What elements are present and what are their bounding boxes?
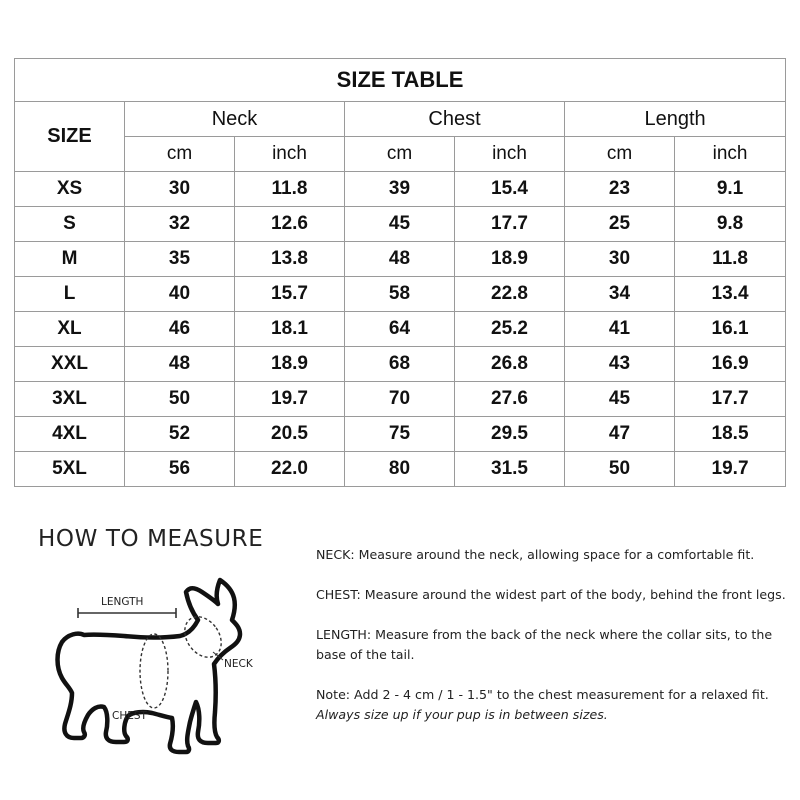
value-cell: 45: [345, 207, 455, 242]
neck-instruction: NECK: Measure around the neck, allowing space for a comfortable fit.: [316, 547, 755, 562]
value-cell: 34: [565, 277, 675, 312]
value-cell: 35: [125, 242, 235, 277]
table-row: [15, 172, 786, 207]
value-cell: 11.8: [235, 172, 345, 207]
value-cell: 64: [345, 312, 455, 347]
value-cell: 68: [345, 347, 455, 382]
unit-header: cm: [125, 137, 235, 172]
size-cell: L: [15, 277, 125, 312]
table-row: [15, 312, 786, 347]
size-cell: XXL: [15, 347, 125, 382]
table-row: [15, 347, 786, 382]
value-cell: 25: [565, 207, 675, 242]
unit-header: cm: [565, 137, 675, 172]
size-cell: 4XL: [15, 417, 125, 452]
value-cell: 11.8: [675, 242, 786, 277]
value-cell: 25.2: [455, 312, 565, 347]
value-cell: 48: [345, 242, 455, 277]
value-cell: 80: [345, 452, 455, 487]
neck-group-header: Neck: [125, 102, 345, 137]
value-cell: 22.0: [235, 452, 345, 487]
size-cell: M: [15, 242, 125, 277]
value-cell: 47: [565, 417, 675, 452]
value-cell: 18.9: [455, 242, 565, 277]
value-cell: 46: [125, 312, 235, 347]
value-cell: 15.7: [235, 277, 345, 312]
value-cell: 9.8: [675, 207, 786, 242]
value-cell: 22.8: [455, 277, 565, 312]
value-cell: 50: [565, 452, 675, 487]
neck-label: NECK: [224, 658, 253, 670]
value-cell: 17.7: [675, 382, 786, 417]
length-label: LENGTH: [101, 596, 144, 608]
length-instruction: LENGTH: Measure from the back of the neck where the collar sits, to the base of the tail.: [316, 627, 773, 662]
value-cell: 30: [565, 242, 675, 277]
value-cell: 16.9: [675, 347, 786, 382]
value-cell: 15.4: [455, 172, 565, 207]
table-row: [15, 277, 786, 312]
note-italic-text: Always size up if your pup is in between sizes.: [316, 707, 608, 722]
value-cell: 13.8: [235, 242, 345, 277]
value-cell: 31.5: [455, 452, 565, 487]
value-cell: 75: [345, 417, 455, 452]
size-cell: S: [15, 207, 125, 242]
value-cell: 48: [125, 347, 235, 382]
value-cell: 39: [345, 172, 455, 207]
value-cell: 20.5: [235, 417, 345, 452]
value-cell: 9.1: [675, 172, 786, 207]
chest-loop: [140, 634, 168, 708]
value-cell: 17.7: [455, 207, 565, 242]
table-row: [15, 207, 786, 242]
size-column-header: SIZE: [15, 102, 125, 172]
table-row: [15, 417, 786, 452]
dog-measure-diagram: [48, 572, 278, 762]
size-cell: 5XL: [15, 452, 125, 487]
note-text: Note: Add 2 - 4 cm / 1 - 1.5" to the chest measurement for a relaxed fit.: [316, 687, 769, 702]
value-cell: 18.1: [235, 312, 345, 347]
size-cell: 3XL: [15, 382, 125, 417]
size-cell: XS: [15, 172, 125, 207]
value-cell: 23: [565, 172, 675, 207]
table-body: [15, 172, 786, 487]
measure-instructions: [316, 545, 794, 725]
how-to-measure-title: HOW TO MEASURE: [38, 526, 264, 552]
value-cell: 56: [125, 452, 235, 487]
table-row: [15, 452, 786, 487]
table-row: [15, 242, 786, 277]
value-cell: 18.9: [235, 347, 345, 382]
size-table: [14, 58, 786, 487]
value-cell: 70: [345, 382, 455, 417]
unit-header: inch: [455, 137, 565, 172]
chest-label: CHEST: [112, 710, 147, 722]
table-title: SIZE TABLE: [15, 59, 786, 102]
size-cell: XL: [15, 312, 125, 347]
value-cell: 26.8: [455, 347, 565, 382]
value-cell: 30: [125, 172, 235, 207]
value-cell: 41: [565, 312, 675, 347]
value-cell: 19.7: [235, 382, 345, 417]
value-cell: 29.5: [455, 417, 565, 452]
table-row: [15, 382, 786, 417]
length-group-header: Length: [565, 102, 786, 137]
value-cell: 32: [125, 207, 235, 242]
value-cell: 43: [565, 347, 675, 382]
unit-header: inch: [235, 137, 345, 172]
note-instruction: [316, 685, 794, 725]
value-cell: 19.7: [675, 452, 786, 487]
value-cell: 18.5: [675, 417, 786, 452]
value-cell: 16.1: [675, 312, 786, 347]
chest-group-header: Chest: [345, 102, 565, 137]
value-cell: 52: [125, 417, 235, 452]
value-cell: 58: [345, 277, 455, 312]
value-cell: 27.6: [455, 382, 565, 417]
dog-outline: [58, 580, 241, 752]
unit-header: inch: [675, 137, 786, 172]
chest-instruction: CHEST: Measure around the widest part of the body, behind the front legs.: [316, 587, 786, 602]
unit-header: cm: [345, 137, 455, 172]
value-cell: 13.4: [675, 277, 786, 312]
value-cell: 50: [125, 382, 235, 417]
value-cell: 12.6: [235, 207, 345, 242]
value-cell: 40: [125, 277, 235, 312]
value-cell: 45: [565, 382, 675, 417]
